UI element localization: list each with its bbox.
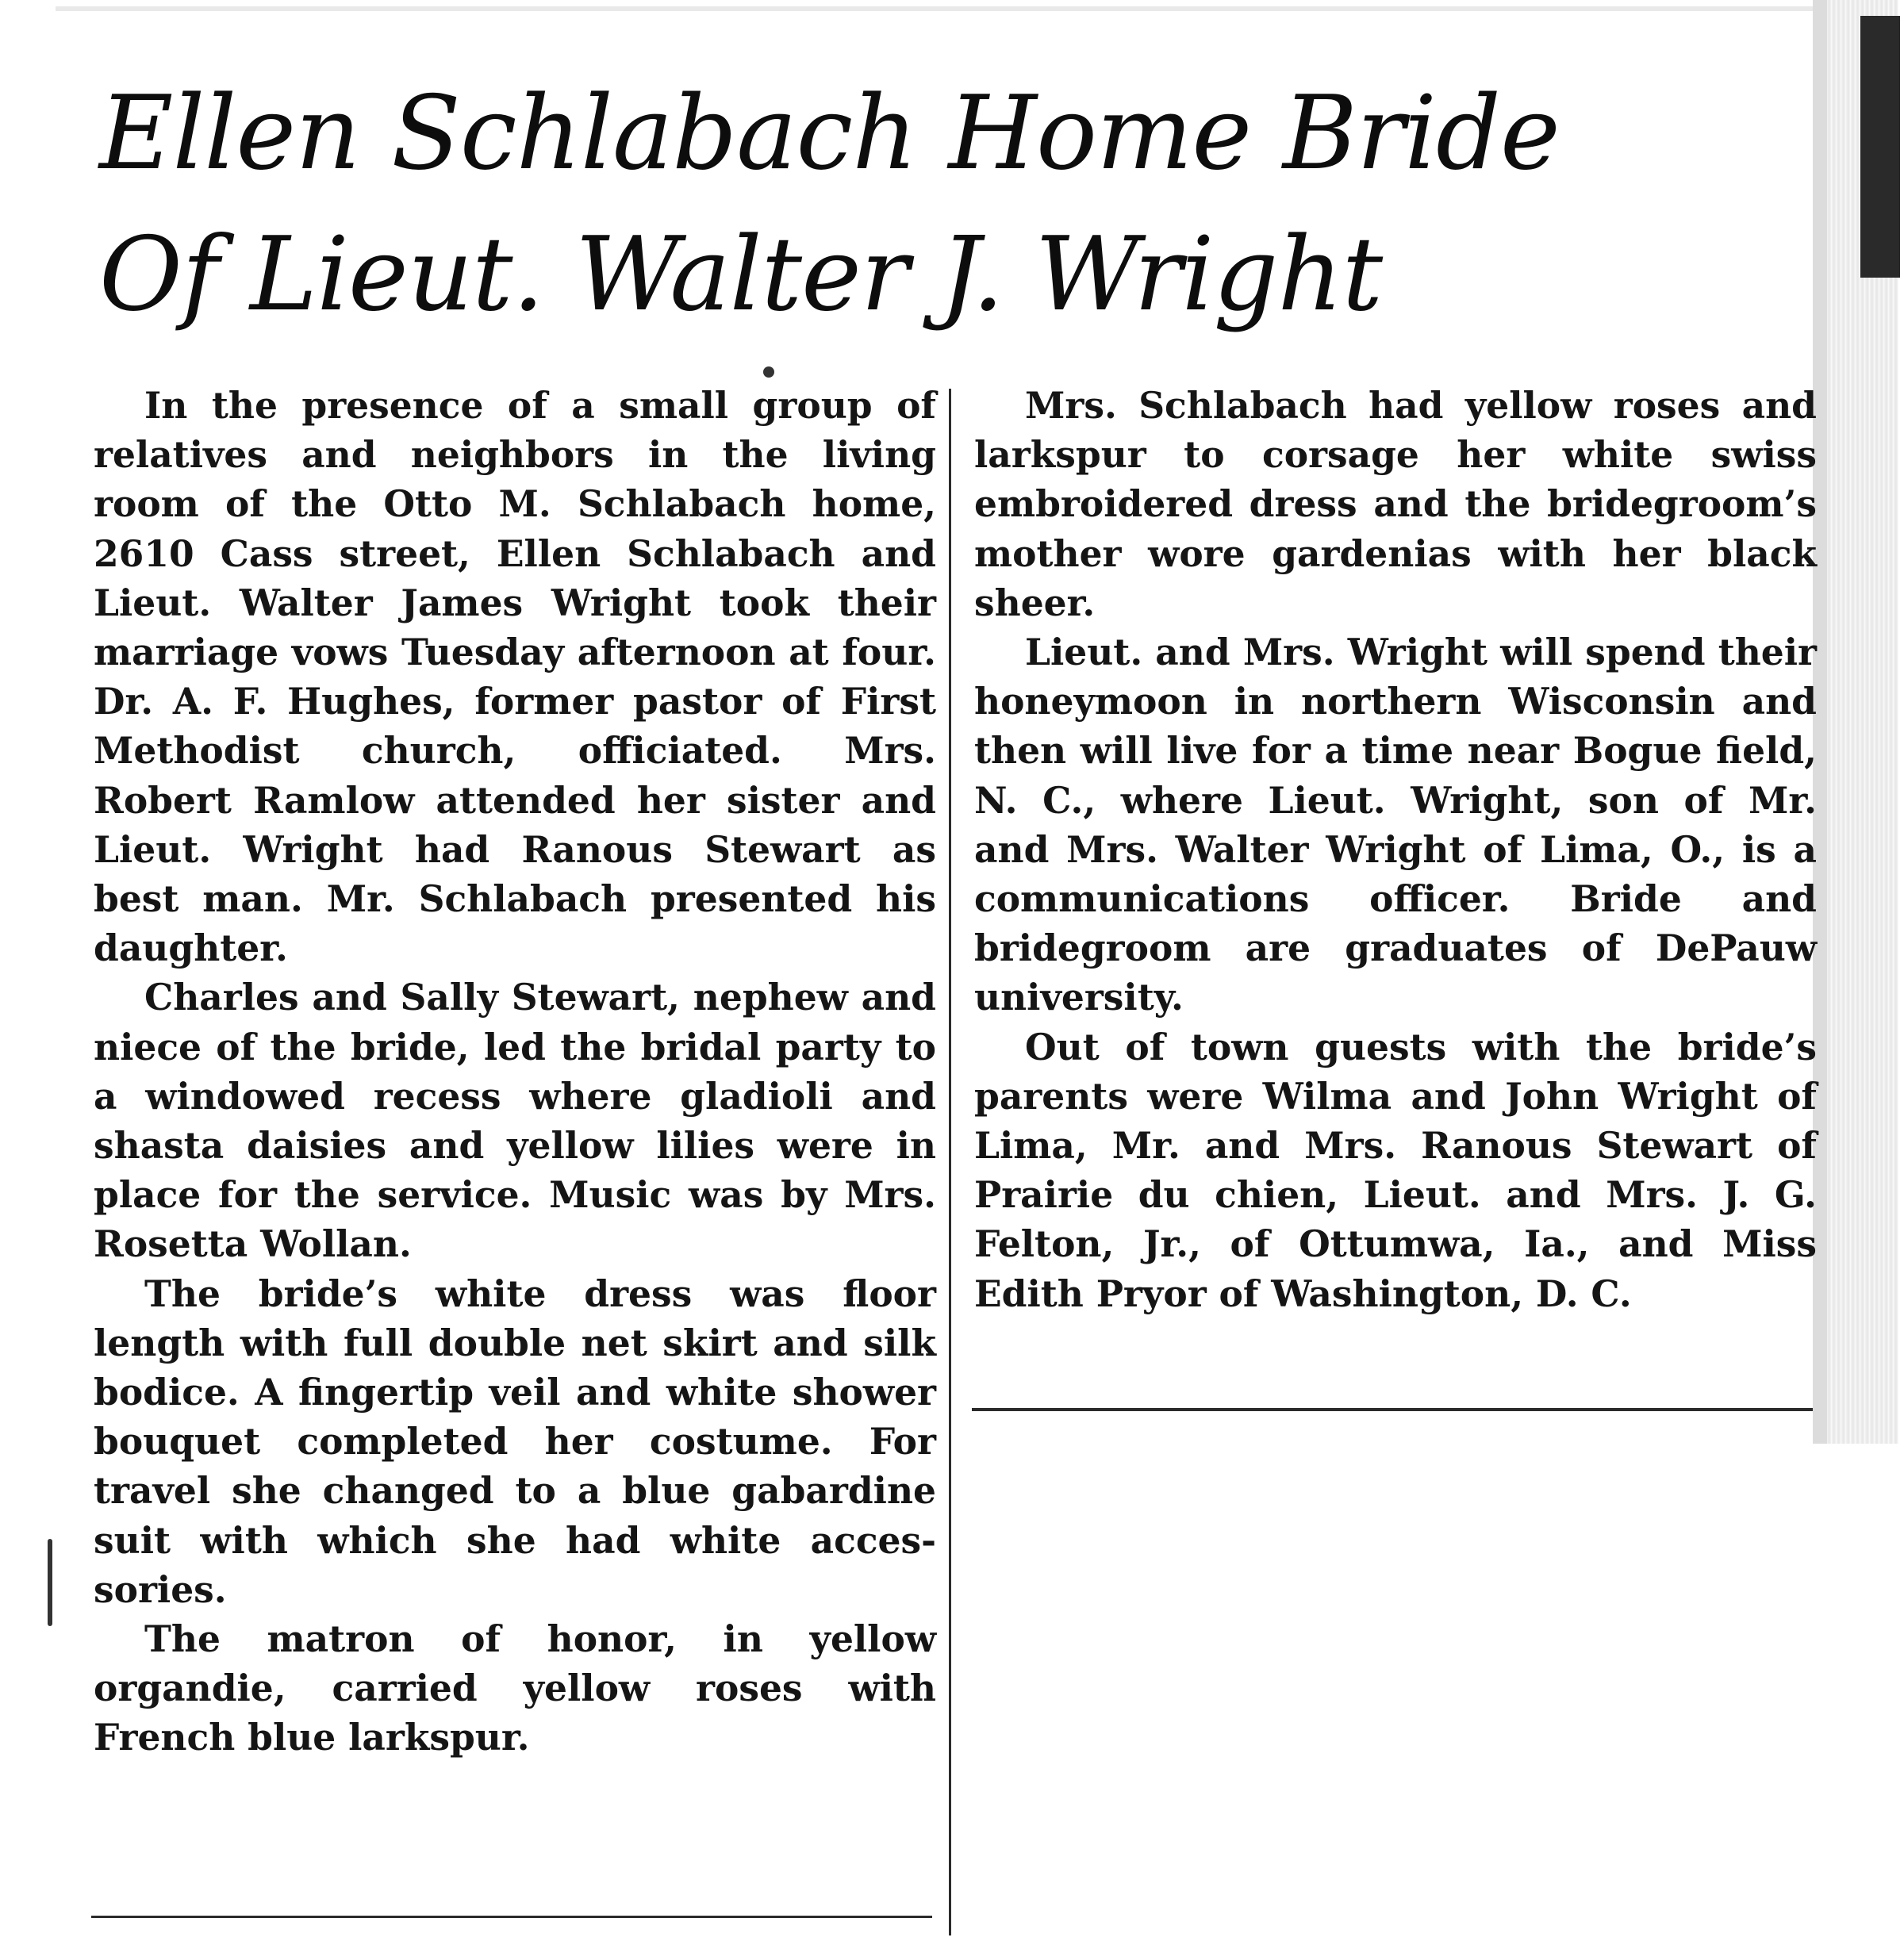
column-divider <box>949 389 951 1935</box>
paragraph-honeymoon: Lieut. and Mrs. Wright will spend their honeymoon in northern Wisconsin and then will live for a time near Bogue field, N. C., where Lieut. Wright, son of Mr. and Mrs. Walter Wright of Lima, O., is a communications officer. Bride and bridegroom are graduates of DePauw university. <box>974 631 1817 1019</box>
paragraph-matron-of-honor: The matron of honor, in yellow organdie, carried yellow roses with French blue larkspur. <box>94 1617 936 1759</box>
paragraph-bridal-party: Charles and Sally Stewart, nephew and niece of the bride, led the bridal party to a windowed recess where gladioli and shasta daisies and yellow lilies were in place for the service. Music was by Mrs. Rosetta Wollan. <box>94 976 936 1266</box>
headline <box>99 63 1805 346</box>
ink-mark <box>48 1539 52 1626</box>
paragraph-guests: Out of town guests with the bride’s parents were Wilma and John Wright of Lima, Mr. and Mrs. Ranous Stewart of Prairie du chien, Lieut. and Mrs. J. G. Felton, Jr., of Ottumwa, Ia., and Miss Edith Pryor of Washington, D. C. <box>974 1025 1817 1315</box>
headline-line-2: Of Lieut. Walter J. Wright <box>99 216 1383 334</box>
paragraph-ceremony: In the presence of a small group of relatives and neighbors in the living room of the Otto M. Schlabach home, 2610 Cass street, Ellen Schlabach and Lieut. Walter James Wright took their marriage vows Tuesday afternoon at four. Dr. A. F. Hughes, former pastor of First Methodist church, officiated. Mrs. Robert Ramlow attended her sister and Lieut. Wright had Ranous Stewart as best man. Mr. Schlabach presented his daughter. <box>94 384 936 970</box>
paragraph-bride-dress: The bride’s white dress was floor length with full double net skirt and silk bodice. A fingertip veil and white shower bouquet completed her costume. For travel she changed to a blue gabardine suit with which she had white accessories. <box>94 1272 936 1611</box>
end-rule-left <box>91 1916 932 1918</box>
article-column-right <box>974 381 1817 1318</box>
ink-speck <box>763 366 774 378</box>
paragraph-mothers-corsages: Mrs. Schlabach had yellow roses and larkspur to corsage her white swiss embroidered dress and the bridegroom’s mother wore gardenias with her black sheer. <box>974 384 1817 624</box>
adjacent-dark-fragment <box>1860 16 1900 278</box>
headline-line-1: Ellen Schlabach Home Bride <box>99 75 1560 193</box>
clipping-top-edge <box>56 6 1825 11</box>
article-column-left <box>94 381 936 1763</box>
end-rule-right <box>972 1408 1813 1411</box>
